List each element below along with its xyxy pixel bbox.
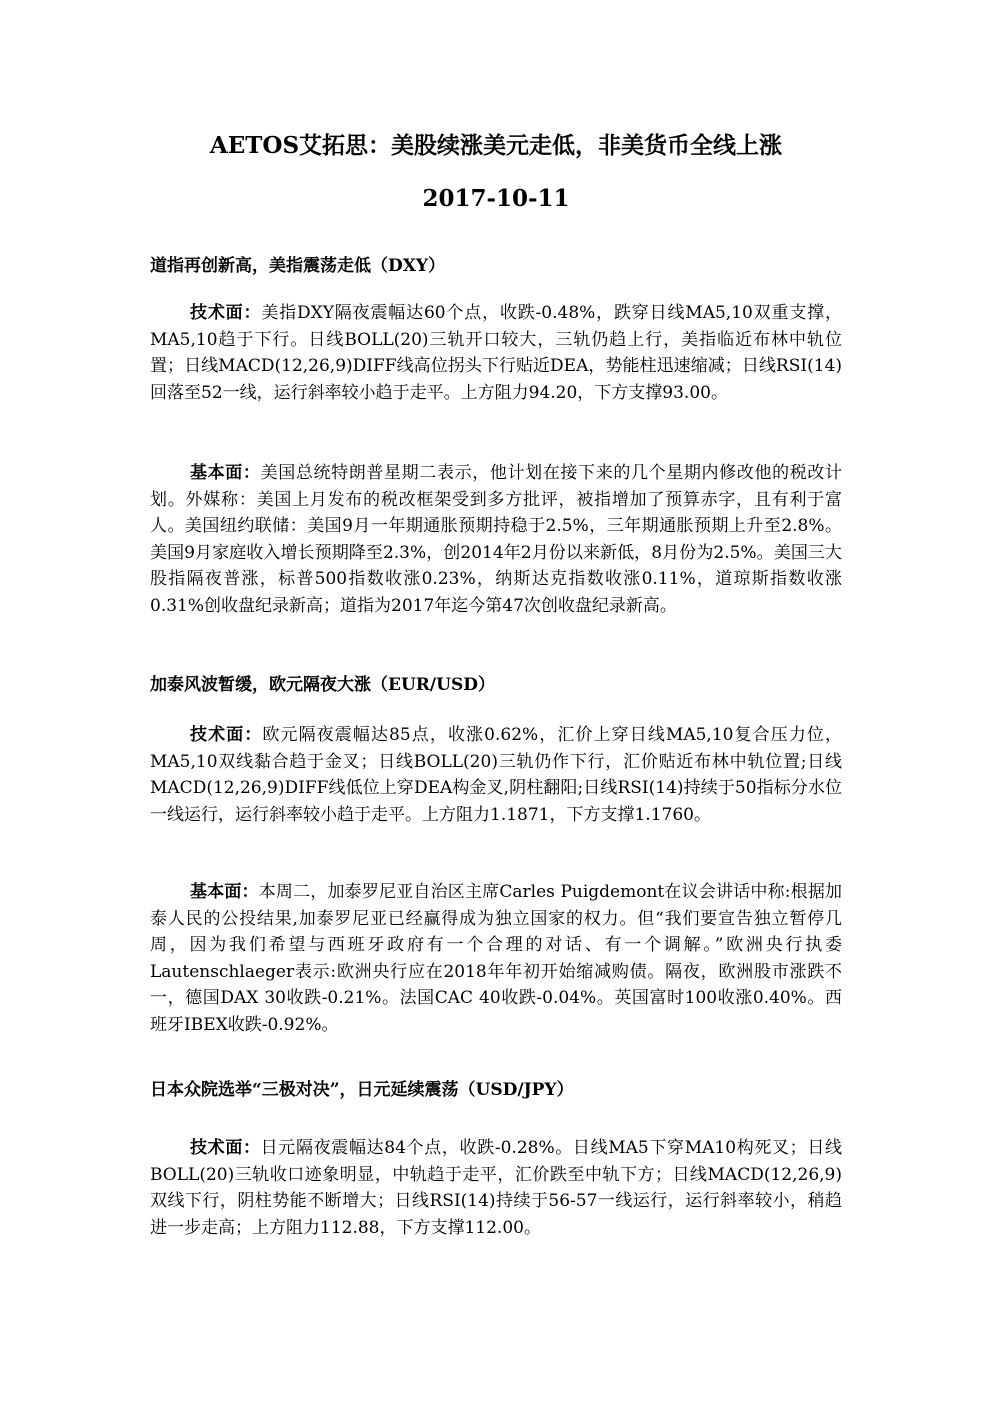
paragraph-text: 美国总统特朗普星期二表示，他计划在接下来的几个星期内修改他的税改计划。外媒称：美国上月发布的税改框架受到多方批评，被指增加了预算赤字，且有利于富人。美国纽约联储：美国9月一年期通胀预期持稳于2.5%，三年期通胀预期上升至2.8%。美国9月家庭收入增长预期降至2.3%，创2014年2月份以来新低，8月份为2.5%。美国三大股指隔夜普涨，标普500指数收涨0.23%，纳斯达克指数收涨0.11%，道琼斯指数收涨0.31%创收盘纪录新高；道指为2017年迄今第47次创收盘纪录新高。	[150, 463, 843, 616]
paragraph-label: 技术面：	[190, 303, 262, 323]
paragraph-text: 本周二，加泰罗尼亚自治区主席Carles Puigdemont在议会讲话中称:根据加泰人民的公投结果,加泰罗尼亚已经赢得成为独立国家的权力。但“我们要宣告独立暂停几周，因为我们希望与西班牙政府有一个合理的对话、有一个调解。”欧洲央行执委Lautenschlaeger表示:欧洲央行应在2018年年初开始缩减购债。隔夜，欧洲股市涨跌不一，德国DAX 30收跌-0.21%。法国CAC 40收跌-0.04%。英国富时100收涨0.40%。西班牙IBEX收跌-0.92%。	[150, 882, 843, 1035]
paragraph-dxy-fundamental	[150, 460, 842, 620]
section-heading-eurusd: 加泰风波暂缓，欧元隔夜大涨（EUR/USD）	[150, 675, 495, 695]
paragraph-label: 技术面：	[190, 1138, 261, 1158]
section-heading-usdjpy: 日本众院选举“三极对决”，日元延续震荡（USD/JPY）	[150, 1080, 574, 1100]
paragraph-eurusd-technical	[150, 722, 842, 828]
paragraph-label: 基本面：	[190, 463, 261, 483]
paragraph-text: 日元隔夜震幅达84个点，收跌-0.28%。日线MA5下穿MA10构死叉；日线BOLL(20)三轨收口迹象明显，中轨趋于走平，汇价跌至中轨下方；日线MACD(12,26,9)双线下行，阴柱势能不断增大；日线RSI(14)持续于56-57一线运行，运行斜率较小，稍趋进一步走高；上方阻力112.88，下方支撑112.00。	[150, 1138, 842, 1238]
section-heading-dxy: 道指再创新高，美指震荡走低（DXY）	[150, 256, 446, 276]
paragraph-dxy-technical	[150, 300, 842, 406]
paragraph-text: 美指DXY隔夜震幅达60个点，收跌-0.48%，跌穿日线MA5,10双重支撑，MA5,10趋于下行。日线BOLL(20)三轨开口较大，三轨仍趋上行，美指临近布林中轨位置；日线MACD(12,26,9)DIFF线高位拐头下行贴近DEA，势能柱迅速缩减；日线RSI(14)回落至52一线，运行斜率较小趋于走平。上方阻力94.20，下方支撑93.00。	[150, 303, 842, 403]
paragraph-usdjpy-technical	[150, 1135, 842, 1241]
paragraph-label: 技术面：	[190, 725, 263, 745]
paragraph-eurusd-fundamental	[150, 879, 842, 1039]
paragraph-label: 基本面：	[190, 882, 259, 902]
paragraph-text: 欧元隔夜震幅达85点，收涨0.62%，汇价上穿日线MA5,10复合压力位，MA5,10双线黏合趋于金叉；日线BOLL(20)三轨仍作下行，汇价贴近布林中轨位置;日线MACD(12,26,9)DIFF线低位上穿DEA构金叉,阴柱翻阳;日线RSI(14)持续于50指标分水位一线运行，运行斜率较小趋于走平。上方阻力1.1871，下方支撑1.1760。	[150, 725, 843, 825]
document-date: 2017-10-11	[422, 185, 570, 212]
document-title: AETOS艾拓思：美股续涨美元走低，非美货币全线上涨	[209, 132, 783, 159]
